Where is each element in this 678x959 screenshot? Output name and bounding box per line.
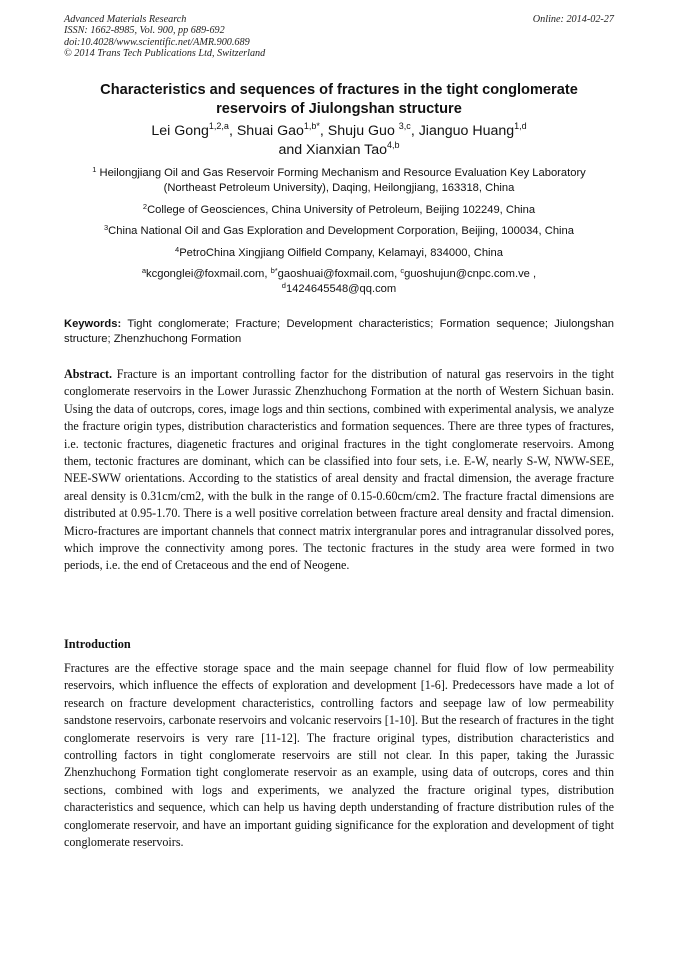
author-line	[64, 141, 614, 160]
journal-header	[64, 14, 265, 60]
paper-title	[64, 81, 614, 119]
journal-doi: doi:10.4028/www.scientific.net/AMR.900.689	[64, 36, 250, 48]
affiliation-text: PetroChina Xingjiang Oilfield Company, Kelamayi, 834000, China	[179, 247, 503, 259]
author-name: and Xianxian Tao	[278, 142, 388, 158]
author-line	[64, 122, 614, 141]
abstract-text: Fracture is an important controlling factor for the distribution of natural gas reservoirs in the tight conglomerate reservoirs in the Lower Jurassic Zhenzhuchong Formation at the north of Western Sichuan basin. Using the data of outcrops, cores, image logs and thin sections, combined with experimental analysis, we analyze the fracture origin types, distribution characteristics and formation sequences. There are three types of fractures, i.e. tectonic fractures, diagenetic fractures and original fractures in the tight conglomerate reservoirs. Among them, tectonic fractures are dominant, which can be classified into four sets, i.e. E-W, nearly S-W, NWW-SEE, NEE-SWW orientations. According to the statistics of areal density and fractal dimension, the average fracture areal density is 0.31cm/cm2, with the bulk in the range of 0.15-0.60cm/cm2. The fracture fractal dimensions are distributed at 0.95-1.70. There is a well positive correlation between fracture areal density and fractal dimension. Micro-fractures are important channels that connect matrix intergranular pores and intragranular dissolved pores, which improve the connectivity among pores. The tectonic fractures in the study area were formed in two periods, i.e. the end of Cretaceous and the end of Neogene.	[64, 367, 614, 573]
email-mark: c	[400, 266, 405, 275]
keywords	[64, 317, 614, 347]
affiliation-4	[64, 246, 614, 261]
author-name: Shuai Gao	[236, 123, 304, 139]
author-affiliation-mark: 1,b*	[303, 121, 320, 131]
author-separator: ,	[319, 123, 328, 139]
abstract	[64, 366, 614, 575]
paper-title-line: Characteristics and sequences of fractures in the tight conglomerate	[100, 82, 578, 98]
email-address[interactable]: guoshujun@cnpc.com.ve ,	[404, 268, 537, 280]
keywords-label: Keywords:	[64, 318, 122, 330]
author-name: Lei Gong	[151, 123, 209, 139]
email-list	[64, 267, 614, 297]
affiliation-2	[64, 203, 614, 218]
affiliation-text: Heilongjiang Oil and Gas Reservoir Forming Mechanism and Resource Evaluation Key Laboratory	[96, 167, 586, 179]
journal-issn: ISSN: 1662-8985, Vol. 900, pp 689-692	[64, 25, 225, 37]
affiliation-mark: 4	[175, 245, 180, 254]
email-address[interactable]: gaoshuai@foxmail.com,	[277, 268, 401, 280]
affiliation-1	[64, 166, 614, 196]
online-date: Online: 2014-02-27	[532, 14, 614, 25]
email-address[interactable]: kcgonglei@foxmail.com,	[146, 268, 271, 280]
affiliation-text: College of Geosciences, China University of Petroleum, Beijing 102249, China	[147, 204, 536, 216]
author-name: Jianguo Huang	[418, 123, 515, 139]
affiliation-3	[64, 224, 614, 239]
author-affiliation-mark: 4,b	[387, 140, 400, 150]
author-affiliation-mark: 1,d	[514, 121, 527, 131]
email-mark: a	[141, 266, 147, 275]
affiliation-text: China National Oil and Gas Exploration and Development Corporation, Beijing, 100034, China	[108, 225, 574, 237]
author-separator: ,	[410, 123, 419, 139]
abstract-label: Abstract.	[64, 367, 113, 381]
affiliation-mark: 2	[142, 202, 148, 211]
email-address[interactable]: 1424645548@qq.com	[285, 283, 397, 295]
introduction-text: Fractures are the effective storage space and the main seepage channel for fluid flow of low permeability reservoirs, which influence the effects of exploration and development [1-6]. Predecessors have made a lot of research on fracture development characteristics, controlling factors and seepage law of low permeability sandstone reservoirs, carbonate reservoirs and volcanic reservoirs [1-10]. But the research of fractures in the tight conglomerate reservoirs is very rare [11-12]. The fracture original types, distribution characteristics and controlling factors in tight conglomerate reservoirs are still not clear. In this paper, taking the Jurassic Zhenzhuchong Formation tight conglomerate reservoir as an example, using data of outcrops, cores and thin sections, combined with logs and experiments, we analyzed the fracture original types, distribution characteristics and sequence, which can help us having depth understanding of fracture distribution rules of the conglomerate reservoir, and have an important guiding significance for the exploration and development of tight conglomerate reservoirs.	[64, 661, 614, 850]
introduction-heading: Introduction	[64, 637, 131, 651]
journal-name: Advanced Materials Research	[64, 14, 187, 25]
affiliation-mark: 1	[92, 165, 97, 174]
author-name: Shuju Guo	[327, 123, 399, 139]
journal-copyright: © 2014 Trans Tech Publications Ltd, Switzerland	[64, 48, 266, 60]
paper-title-line: reservoirs of Jiulongshan structure	[216, 101, 462, 117]
keywords-text: Tight conglomerate; Fracture; Development characteristics; Formation sequence; Jiulongshan structure; Zhenzhuchong Formation	[64, 318, 614, 345]
affiliation-mark: 3	[104, 223, 109, 232]
email-mark: d	[281, 281, 286, 290]
author-separator: ,	[228, 123, 237, 139]
author-list	[64, 122, 614, 160]
author-affiliation-mark: 3,c	[398, 121, 411, 131]
author-affiliation-mark: 1,2,a	[208, 121, 229, 131]
affiliation-text: (Northeast Petroleum University), Daqing, Heilongjiang, 163318, China	[163, 182, 515, 194]
email-mark: b*	[270, 266, 278, 275]
